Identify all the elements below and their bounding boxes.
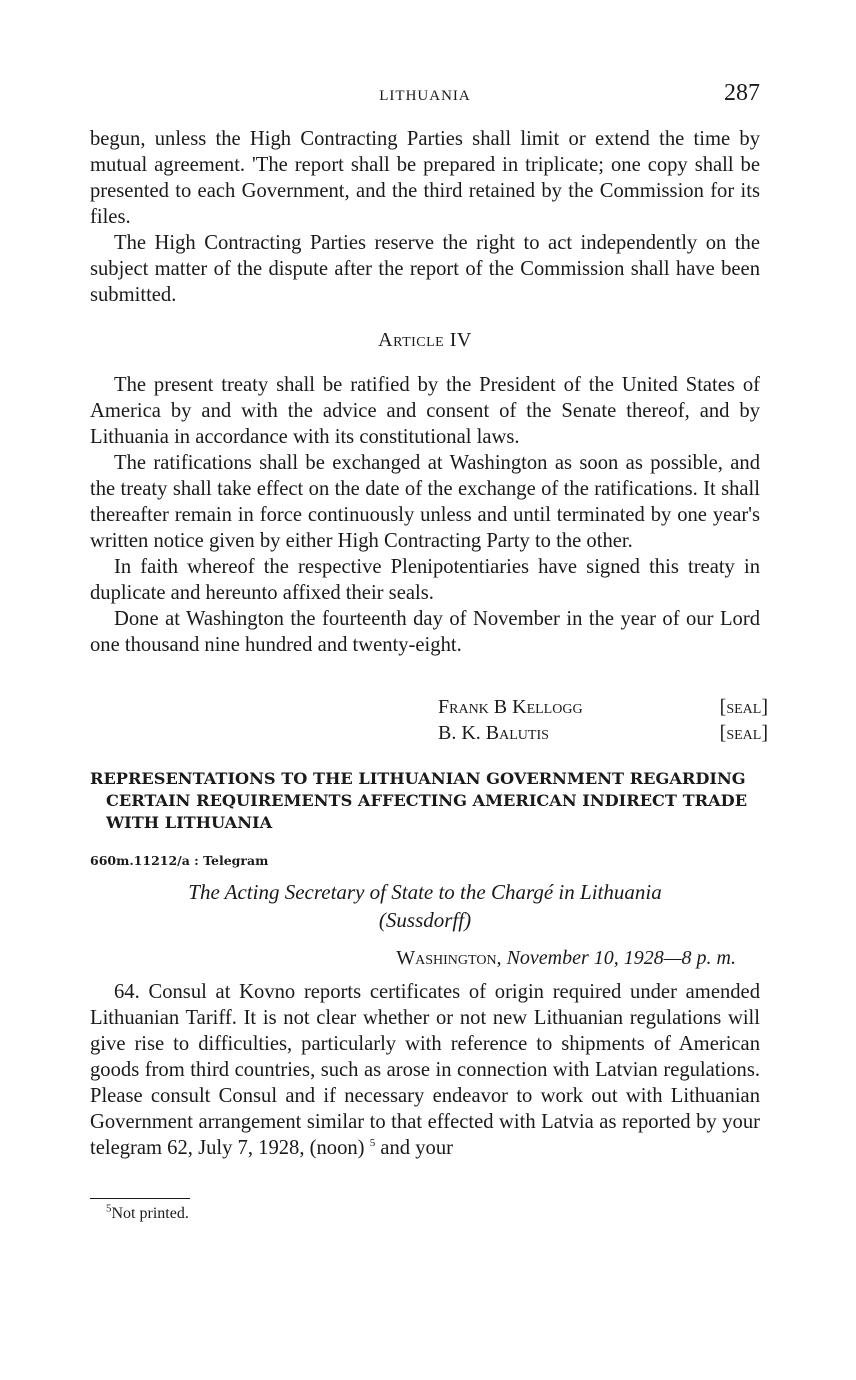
paragraph: The ratifications shall be exchanged at Washington as soon as possible, and the treaty shall take effect on the date of the exchange of the ratifications. It shall thereafter remain in force continuously unless and until terminated by one year's written notice given by either High Contracting Party to the other.: [90, 452, 760, 552]
signatory-name: Frank B Kellogg: [438, 696, 583, 718]
paragraph: Done at Washington the fourteenth day of November in the year of our Lord one thousand nine hundred and twenty-eight.: [90, 608, 760, 656]
document-reference: 660m.11212/a : Telegram: [90, 853, 269, 868]
document-title-line: (Sussdorff): [378, 908, 472, 932]
article-text: [90, 372, 760, 658]
section-heading: [90, 768, 760, 834]
seal-mark: [seal]: [719, 722, 768, 744]
signature-block: [438, 694, 768, 746]
paragraph: begun, unless the High Contracting Parties shall limit or extend the time by mutual agreement. 'The report shall be prepared in triplicate; one copy shall be presented to each Government, and the third retained by the Commission for its files.: [90, 128, 760, 228]
footnote-marker: 5: [106, 1202, 112, 1215]
dateline-place: Washington,: [396, 947, 502, 969]
section-heading-line: REPRESENTATIONS TO THE LITHUANIAN GOVERNMENT REGARDING: [90, 769, 746, 788]
footnote-text: Not printed.: [111, 1205, 189, 1222]
running-head: [90, 80, 760, 114]
section-heading-line: WITH LITHUANIA: [106, 813, 273, 832]
footnote-divider: [90, 1198, 190, 1199]
running-title: LITHUANIA: [379, 88, 471, 104]
signature-row: [438, 694, 768, 720]
document-title: [90, 878, 760, 934]
signature-row: [438, 720, 768, 746]
article-heading: Article IV: [378, 329, 472, 351]
paragraph: In faith whereof the respective Plenipotentiaries have signed this treaty in duplicate and hereunto affixed their seals.: [90, 556, 760, 604]
telegram-paragraph: [90, 979, 760, 1161]
signatory-name: B. K. Balutis: [438, 722, 549, 744]
intro-text: [90, 126, 760, 308]
document-title-line: The Acting Secretary of State to the Chargé in Lithuania: [188, 880, 662, 904]
footnote-reference[interactable]: 5: [369, 1137, 376, 1150]
paragraph: The present treaty shall be ratified by the President of the United States of America by and with the advice and consent of the Senate thereof, and by Lithuania in accordance with its constitutional laws.: [90, 374, 760, 448]
telegram-text-main: 64. Consul at Kovno reports certificates of origin required under amended Lithuanian Tariff. It is not clear whether or not new Lithuanian regulations will give rise to difficulties, particularly with reference to shipments of American goods from third countries, such as arose in connection with Latvian regulations. Please consult Consul and if necessary endeavor to work out with Lithuanian Government arrangement similar to that effected with Latvia as reported by your telegram 62, July 7, 1928, (noon): [90, 981, 760, 1159]
dateline: [396, 947, 736, 970]
paragraph: The High Contracting Parties reserve the right to act independently on the subject matter of the dispute after the report of the Commission shall have been submitted.: [90, 232, 760, 306]
footnote: [106, 1202, 189, 1223]
section-heading-line: CERTAIN REQUIREMENTS AFFECTING AMERICAN INDIRECT TRADE: [106, 791, 748, 810]
page-number: 287: [724, 80, 760, 106]
telegram-text-tail: and your: [375, 1137, 453, 1159]
dateline-date: November 10, 1928—8 p. m.: [506, 947, 736, 969]
telegram-text: [90, 979, 760, 1161]
seal-mark: [seal]: [719, 696, 768, 718]
